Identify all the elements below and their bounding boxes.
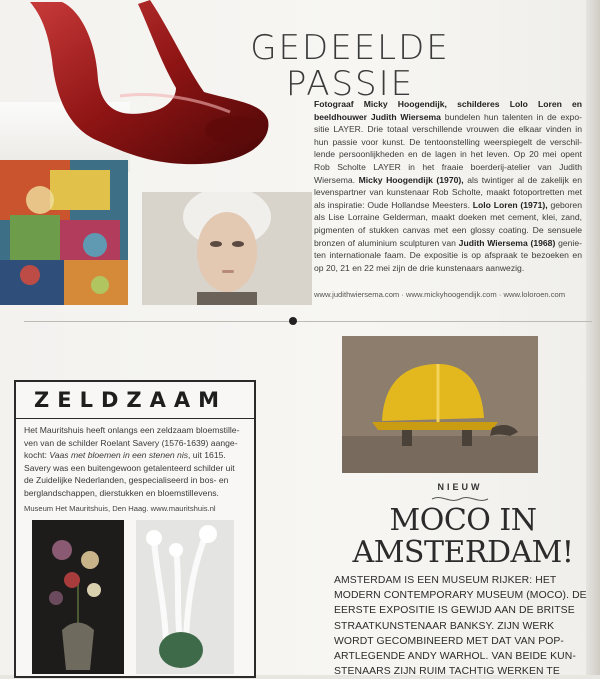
intro-text: bundelen hun talenten in de expositie LAYER. Drie totaal verschillende vrouwen die elkaar vinden in hun passie voor kunst. De tentoonstelling weerspiegelt de verschillende persoonlijkheden en de lagen in het leven. Op 20 mei opent Rob Scholte LAYER in het fraaie boerderij-atelier van Judith Wiersema. (314, 111, 582, 185)
feature-intro (314, 98, 582, 274)
divider-dot (289, 317, 297, 325)
zeldzaam-box (14, 380, 256, 678)
feature-title-line: GEDEELDE (250, 28, 450, 68)
moco-body-line: MODERN CONTEMPORARY MUSEUM (MOCO). DE (334, 590, 587, 602)
zeldzaam-text-a: Het Mauritshuis heeft onlangs een zeldzaam bloemstilleven van de schilder Roelant Savery (1576-1639) aangekocht: (24, 425, 240, 461)
zeldzaam-title: ZELDZAAM (34, 388, 228, 412)
moco-title (318, 505, 600, 569)
flower-still-life-photo (32, 520, 124, 674)
abstract-painting-photo (0, 160, 128, 305)
zeldzaam-credit: Museum Het Mauritshuis, Den Haag. www.mauritshuis.nl (24, 504, 216, 513)
artist-micky: Micky Hoogendijk (1970), (358, 174, 464, 185)
artist-judith: Judith Wiersema (1968) (458, 237, 556, 248)
moco-title-line: AMSTERDAM! (352, 535, 574, 570)
nieuw-kicker: NIEUW (437, 482, 483, 492)
intro-text: als twintiger al de zakelijk en levenspartner van kunstenaar Rob Scholte, maakt fotoportretten met als inspiratie: Oude Hollandse Meesters. (314, 174, 582, 210)
section-divider (24, 321, 592, 322)
banksy-turtle-photo (342, 336, 538, 473)
feature-title (240, 30, 460, 102)
moco-title-line: MOCO IN (389, 503, 537, 538)
artists-names: Fotograaf Micky Hoogendijk, schilderes Lolo Loren en beeldhouwer Judith Wiersema (314, 99, 582, 122)
painting-title: Vaas met bloemen in een stenen nis (49, 450, 189, 461)
moco-body-line: WORDT GECOMBINEERD MET DAT VAN POP- (334, 635, 564, 647)
artist-lolo: Lolo Loren (1971), (472, 199, 548, 210)
white-flower-sculpture-photo (136, 520, 234, 674)
intro-text: genieten internationale faam. De expositie is op afspraak te bezoeken en op 20, 21 en 22 mei zijn de drie kunstenaars aanwezig. (314, 237, 582, 273)
moco-body (334, 573, 590, 679)
moco-body-line: EERSTE EXPOSITIE IS GEWIJD AAN DE BRITSE (334, 605, 575, 617)
moco-body-line: AMSTERDAM IS EEN MUSEUM RIJKER: HET (334, 575, 557, 586)
moco-body-line: STENAARS ZIJN RUIM TACHTIG WERKEN TE (334, 666, 560, 678)
zeldzaam-rule (16, 418, 254, 419)
woman-portrait-photo (142, 192, 312, 305)
moco-body-line: STRAATKUNSTENAAR BANKSY. ZIJN WERK (334, 620, 555, 632)
feature-title-line: PASSIE (285, 64, 415, 104)
zeldzaam-text (24, 424, 246, 500)
artist-websites[interactable]: www.judithwiersema.com · www.mickyhoogendijk.com · www.loloroen.com (314, 290, 566, 299)
intro-text: geboren als Lise Lorraine Gelderman, maakt doeken met cement, klei, zand, pigmenten of stukken canvas met een glossy coating. De sensuele bronzen of aluminium sculpturen van (314, 199, 582, 248)
zeldzaam-text-b: , uit 1615. Savery was een buitengewoon getalenteerd schilder uit de Zuidelijke Nederlanden, gespecialiseerd in bos- en berglandschappen, dierstukken en bloemstillevens. (24, 450, 235, 498)
moco-body-line: ARTLEGENDE ANDY WARHOL. VAN BEIDE KUN- (334, 651, 576, 663)
